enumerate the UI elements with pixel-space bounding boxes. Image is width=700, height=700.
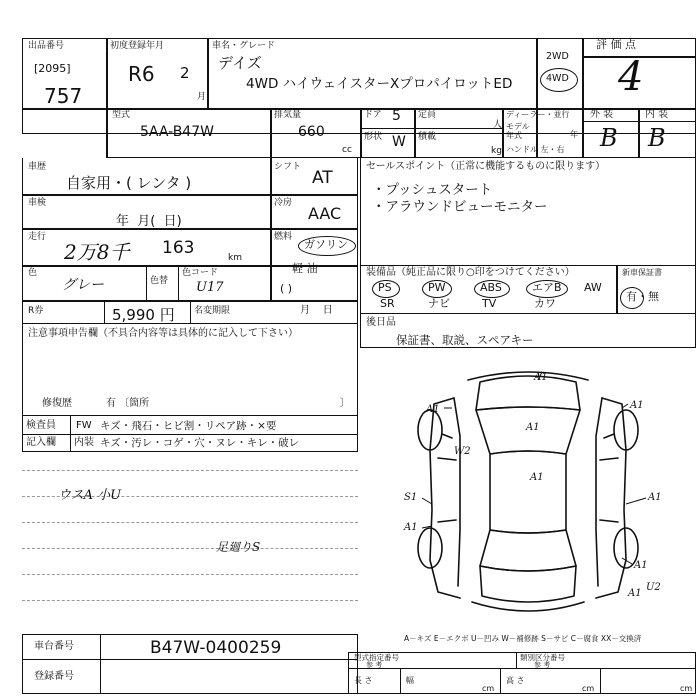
drive-2wd: 2WD bbox=[546, 51, 569, 62]
inspection-label: 車検 bbox=[28, 198, 47, 208]
equip-aw: AW bbox=[584, 281, 602, 294]
equip-ps: PS bbox=[378, 281, 392, 294]
damage-mark: A1 bbox=[628, 588, 642, 599]
mileage-num: 163 bbox=[162, 238, 195, 258]
rating-label: 評 価 点 bbox=[596, 38, 636, 51]
damage-mark: A1 bbox=[404, 522, 418, 533]
month-unit: 月 bbox=[197, 92, 207, 102]
fuel-label: 燃料 bbox=[274, 232, 293, 242]
model-year-label: モデル年式 bbox=[506, 122, 530, 140]
equipment-label: 装備品（純正品に限り○印をつけてください） bbox=[366, 267, 575, 278]
warranty-value: 有・無 bbox=[626, 290, 659, 303]
equip-pw: PW bbox=[428, 281, 446, 294]
capacity-unit: 人 bbox=[493, 120, 503, 130]
aftersale-label: 後日品 bbox=[366, 317, 396, 328]
inspection-value: 年 月( 日) bbox=[116, 214, 182, 229]
inspector-label-b: 記入欄 bbox=[26, 437, 56, 448]
damage-mark: A1 bbox=[526, 422, 540, 433]
warranty-circle-mark bbox=[620, 287, 644, 309]
model: 5AA-B47W bbox=[140, 124, 214, 140]
interior-label: 内 装 bbox=[645, 109, 669, 120]
color-code: U17 bbox=[196, 280, 224, 295]
displacement: 660 bbox=[298, 124, 325, 140]
damage-mark: A1 bbox=[530, 472, 544, 483]
name-change-value: 月 日 bbox=[300, 305, 333, 316]
first-reg-era: R6 bbox=[128, 62, 155, 86]
model-label: 型式 bbox=[112, 110, 131, 120]
dealer-label: ディーラー・並行 bbox=[506, 110, 570, 119]
chassis-number: B47W-0400259 bbox=[150, 638, 282, 658]
width-unit: cm bbox=[582, 684, 595, 693]
damage-mark: U2 bbox=[646, 582, 661, 593]
exterior-label: 外 装 bbox=[590, 109, 614, 120]
interior-items: キズ・汚レ・コゲ・穴・ヌレ・キレ・破レ bbox=[100, 437, 300, 449]
car-name-label: 車名・グレード bbox=[212, 41, 276, 51]
repair-close: 〕 bbox=[340, 398, 350, 409]
load-unit: kg bbox=[491, 146, 502, 156]
lot-no-label: 出品番号 bbox=[28, 41, 65, 51]
damage-mark: A1 bbox=[426, 404, 440, 415]
equip-leather: カワ bbox=[534, 297, 556, 310]
attention-label: 注意事項申告欄（不具合内容等は具体的に記入して下さい） bbox=[28, 328, 298, 339]
km-unit: km bbox=[228, 253, 242, 263]
sales-point: ・プッシュスタート bbox=[372, 182, 493, 198]
color-code-label: 色コード bbox=[182, 268, 219, 278]
width-label: 幅 bbox=[406, 676, 414, 685]
history-label: 車歴 bbox=[28, 162, 47, 172]
shape-label: 形状 bbox=[364, 132, 383, 142]
equip-navi: ナビ bbox=[428, 297, 450, 310]
doors-label: ドア bbox=[364, 110, 382, 120]
ac-label: 冷房 bbox=[274, 198, 293, 208]
shift-label: シフト bbox=[274, 162, 302, 172]
drive-4wd: 4WD bbox=[546, 73, 569, 84]
category-ref: 参 考 bbox=[534, 661, 551, 669]
equip-circle-mark bbox=[372, 280, 400, 298]
car-name: デイズ bbox=[218, 54, 262, 72]
interior-grade: B bbox=[648, 124, 666, 152]
exterior-grade: B bbox=[600, 124, 618, 152]
repair-label: 修復歴 bbox=[42, 398, 72, 409]
shape: W bbox=[392, 134, 406, 150]
recycle-value: 5,990 円 bbox=[112, 306, 175, 324]
equip-circle-mark bbox=[422, 280, 452, 298]
equip-circle-mark bbox=[474, 280, 510, 298]
color-change-label: 色替 bbox=[150, 276, 169, 286]
damage-mark: A1 bbox=[534, 372, 548, 383]
note-2: 足廻りS bbox=[216, 540, 261, 554]
damage-mark: A1 bbox=[648, 492, 662, 503]
form-no-ref: 参 考 bbox=[366, 661, 383, 669]
damage-mark: S1 bbox=[404, 492, 418, 503]
repair-value: 有 〔箇所 bbox=[106, 398, 150, 409]
reg-label: 登録番号 bbox=[34, 671, 74, 682]
year-unit: 年 bbox=[570, 130, 578, 139]
category-label: 類別区分番号 bbox=[520, 653, 565, 662]
sales-point: ・アラウンドビューモニター bbox=[372, 199, 548, 215]
capacity-label: 定員 bbox=[418, 110, 437, 120]
fuel-diesel: 軽 油 bbox=[292, 262, 318, 275]
lot-no: 757 bbox=[44, 84, 83, 108]
height-unit: cm bbox=[680, 684, 693, 693]
equip-abs: ABS bbox=[480, 281, 502, 294]
ac: AAC bbox=[308, 204, 342, 223]
warranty-label: 新車保証書 bbox=[622, 268, 662, 277]
displacement-label: 排気量 bbox=[274, 110, 302, 120]
load-label: 積載 bbox=[418, 132, 437, 142]
fuel-gas: ガソリン bbox=[304, 238, 348, 251]
handle-label: ハンドル 左・右 bbox=[506, 145, 565, 154]
mileage-label: 走行 bbox=[28, 232, 47, 242]
equip-sr: SR bbox=[380, 297, 395, 310]
cc-unit: cc bbox=[342, 145, 352, 155]
chassis-label: 車台番号 bbox=[34, 641, 74, 652]
interior-label: 内装 bbox=[74, 437, 94, 448]
equip-circle-mark bbox=[526, 280, 568, 298]
damage-mark: A1 bbox=[630, 400, 644, 411]
color-value: グレー bbox=[62, 277, 104, 293]
mileage-hand: 2万8千 bbox=[64, 240, 130, 264]
first-reg-label: 初度登録年月 bbox=[110, 41, 165, 51]
car-diagram bbox=[360, 350, 696, 630]
fuel-circle-mark bbox=[298, 236, 356, 256]
equip-tv: TV bbox=[482, 297, 497, 310]
damage-mark: A1 bbox=[634, 560, 648, 571]
name-change-label: 名変期限 bbox=[194, 306, 231, 316]
length-unit: cm bbox=[482, 684, 495, 693]
rating: 4 bbox=[618, 54, 644, 100]
height-label: 高 さ bbox=[506, 676, 525, 685]
shift: AT bbox=[312, 168, 333, 188]
length-label: 長 さ bbox=[354, 676, 373, 685]
lot-no-sub: [2095] bbox=[34, 62, 71, 75]
history-value: 自家用・( レンタ ) bbox=[66, 174, 192, 192]
fw-label: FW bbox=[76, 420, 92, 431]
damage-mark: W2 bbox=[454, 446, 471, 457]
form-no-label: 型式指定番号 bbox=[354, 653, 399, 662]
equip-airbag: エアB bbox=[532, 281, 562, 294]
fuel-other: ( ) bbox=[280, 282, 293, 295]
diagram-legend: A－キズ E－エクボ U－凹み W－補修跡 S－サビ C－腐食 XX－交換済 bbox=[404, 634, 642, 643]
doors: 5 bbox=[392, 108, 401, 124]
sales-label: セールスポイント（正常に機能するものに限ります） bbox=[366, 161, 606, 172]
recycle-label: R券 bbox=[28, 306, 44, 316]
fw-items: キズ・飛石・ヒビ割・リペア跡・×要 bbox=[100, 420, 277, 432]
inspector-label-a: 検査員 bbox=[26, 420, 56, 431]
note-1: ウスA 小U bbox=[58, 488, 122, 503]
color-label: 色 bbox=[28, 268, 38, 278]
aftersale-value: 保証書、取説、スペアキー bbox=[396, 333, 534, 347]
first-reg-month: 2 bbox=[180, 64, 190, 82]
grade: 4WD ハイウェイスターXプロパイロットED bbox=[246, 76, 513, 92]
